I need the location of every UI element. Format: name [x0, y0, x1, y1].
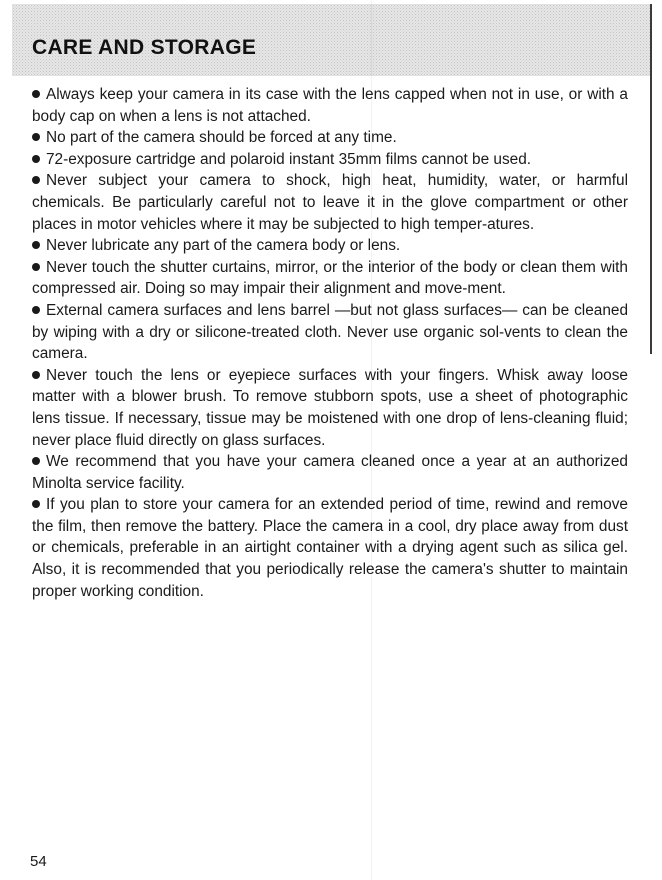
list-item — [32, 365, 628, 451]
bullet-icon — [32, 371, 40, 379]
list-item — [32, 257, 628, 300]
list-item — [32, 494, 628, 602]
bullet-icon — [32, 133, 40, 141]
list-item-text: Never touch the lens or eyepiece surfaces with your fingers. Whisk away loose matter with a blower brush. To remove stubborn spots, use a sheet of photographic lens tissue. If necessary, tissue may be moistened with one drop of lens-cleaning fluid; never place fluid directly on glass surfaces. — [32, 366, 628, 449]
list-item — [32, 170, 628, 235]
bullet-icon — [32, 457, 40, 465]
list-item — [32, 84, 628, 127]
list-item-text: Never touch the shutter curtains, mirror, or the interior of the body or clean them with compressed air. Doing so may impair their alignment and move-ment. — [32, 258, 628, 298]
list-item — [32, 235, 628, 257]
bullet-icon — [32, 90, 40, 98]
list-item — [32, 127, 628, 149]
list-item-text: If you plan to store your camera for an extended period of time, rewind and remove the film, then remove the battery. Place the camera in a cool, dry place away from dust or chemicals, preferable in an airtight container with a drying agent such as silica gel. Also, it is recommended that you periodically release the camera's shutter to maintain proper working condition. — [32, 496, 628, 600]
page-number: 54 — [30, 853, 47, 870]
section-title: CARE AND STORAGE — [32, 36, 257, 59]
list-item-text: No part of the camera should be forced at any time. — [46, 129, 397, 147]
bullet-icon — [32, 241, 40, 249]
margin-rule — [650, 4, 652, 354]
list-item-text: We recommend that you have your camera cleaned once a year at an authorized Minolta service facility. — [32, 453, 628, 492]
bullet-icon — [32, 263, 40, 271]
bullet-icon — [32, 500, 40, 508]
list-item — [32, 149, 628, 171]
list-item-text: 72-exposure cartridge and polaroid instant 35mm films cannot be used. — [46, 150, 532, 168]
list-item-text: Always keep your camera in its case with the lens capped when not in use, or with a body cap on when a lens is not attached. — [32, 86, 628, 125]
bullet-icon — [32, 155, 40, 163]
list-item — [32, 300, 628, 365]
bullet-icon — [32, 176, 40, 184]
care-instructions-list — [32, 84, 628, 602]
list-item — [32, 451, 628, 494]
list-item-text: Never subject your camera to shock, high heat, humidity, water, or harmful chemicals. Be particularly careful not to leave it in the glove compartment or other places in motor vehicles where it may be subjected to high temper-atures. — [32, 172, 628, 233]
list-item-text: Never lubricate any part of the camera body or lens. — [46, 237, 401, 255]
bullet-icon — [32, 306, 40, 314]
list-item-text: External camera surfaces and lens barrel —but not glass surfaces— can be cleaned by wiping with a dry or silicone-treated cloth. Never use organic sol-vents to clean the camera. — [32, 301, 628, 363]
